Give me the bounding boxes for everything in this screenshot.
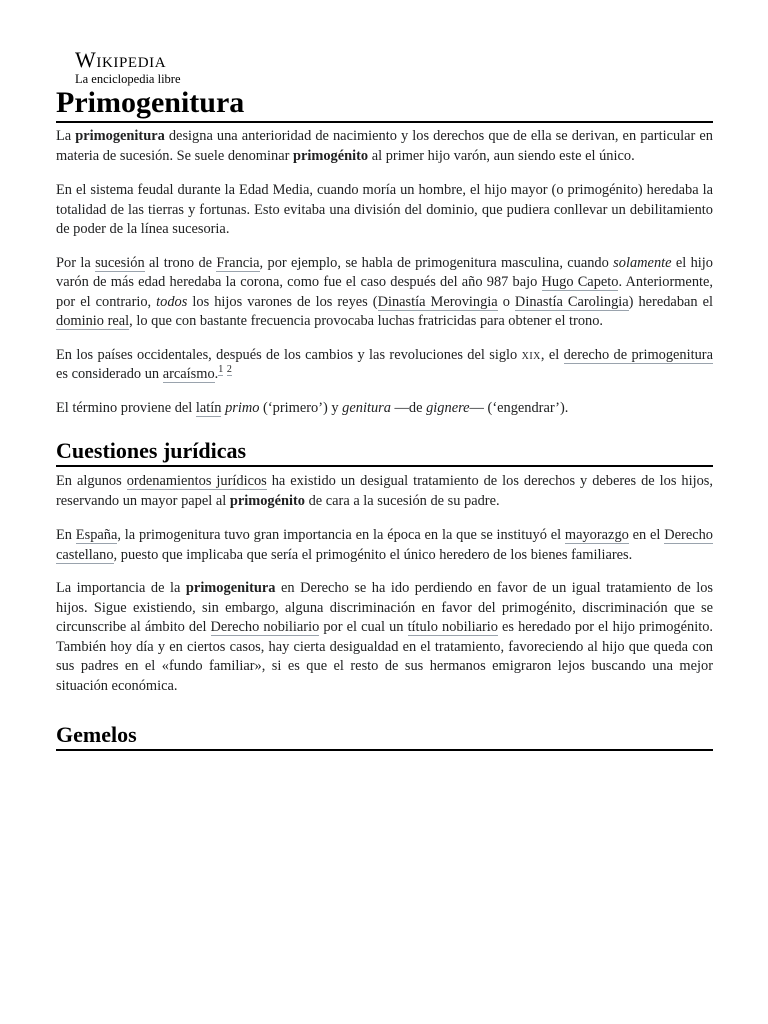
reference-1[interactable]: 1 (218, 364, 224, 376)
logo-wordmark: Wikipedia (75, 47, 167, 72)
link-dominio-real[interactable]: dominio real (56, 313, 130, 329)
link-derecho-de-primogenitura[interactable]: derecho de primogenitura (563, 346, 713, 363)
link-mayorazgo[interactable]: mayorazgo (564, 527, 629, 543)
link-derecho-nobiliario[interactable]: Derecho nobiliario (210, 619, 320, 635)
paragraph-feudal: En el sistema feudal durante la Edad Media, cuando moría un hombre, el hijo mayor (o primogénito) heredaba la totalidad de las tierras y fortunas. Esto evitaba una división del dominio, que pudiera conllevar un debilitamiento de poder de la línea sucesoria. (56, 182, 713, 237)
page-title: Primogenitura (56, 86, 713, 123)
reference-2[interactable]: 2 (226, 364, 232, 376)
link-titulo-nobiliario[interactable]: título nobiliario (407, 619, 498, 635)
paragraph-espana: En España, la primogenitura tuvo gran importancia en la época en la que se instituyó el mayorazgo en el Derecho castellano, puesto que implicaba que sería el primogénito el único heredero de los bienes familiares. (56, 527, 713, 563)
paragraph-ordenamientos: En algunos ordenamientos jurídicos ha existido un desigual tratamiento de los derechos y deberes de los hijos, reservando un mayor papel al primogénito de cara a la sucesión de su padre. (56, 473, 714, 509)
section-heading-gemelos: Gemelos (56, 722, 713, 751)
wikipedia-logo[interactable] (75, 48, 713, 86)
paragraph-intro: La primogenitura designa una anterioridad de nacimiento y los derechos que de ella se derivan, en particular en materia de sucesión. Se suele denominar primogénito al primer hijo varón, aun siendo este el único. (56, 128, 713, 164)
paragraph-occidental: En los países occidentales, después de los cambios y las revoluciones del siglo xix, el derecho de primogenitura es considerado un arcaísmo.$^1$ $^2$ (56, 346, 713, 382)
link-arcaismo[interactable]: arcaísmo (162, 366, 215, 382)
link-ordenamientos-juridicos[interactable]: ordenamientos jurídicos (126, 473, 267, 489)
paragraph-succession: Por la sucesión al trono de Francia, por ejemplo, se habla de primogenitura masculina, cuando solamente el hijo varón de más edad heredaba la corona, como fue el caso después del año 987 bajo Hugo Capeto. Anteriormente, por el contrario, todos los hijos varones de los reyes (Dinastía Merovingia o Dinastía Carolingia) heredaban el dominio real, lo que con bastante frecuencia provocaba luchas fratricidas para obtener el trono. (56, 254, 713, 329)
section-heading-cuestiones: Cuestiones jurídicas (56, 438, 713, 467)
link-dinastia-merovingia[interactable]: Dinastía Merovingia (377, 293, 498, 310)
link-francia[interactable]: Francia (216, 254, 260, 271)
paragraph-importancia: La importancia de la primogenitura en Derecho se ha ido perdiendo en favor de un igual tratamiento de los hijos. Sigue existiendo, sin embargo, alguna discriminación en favor del primogénito, discriminación que se circunscribe al ámbito del Derecho nobiliario por el cual un título nobiliario es heredado por el hijo primogénito. También hoy día y en ciertos casos, hay cierta desigualdad en el tratamiento, favoreciendo al hijo que queda con sus padres en el «fundo familiar», si es que el resto de sus hermanos emigraron lejos buscando una mejor situación económica. (56, 580, 714, 694)
link-hugo-capeto[interactable]: Hugo Capeto (541, 274, 619, 290)
link-derecho-castellano[interactable]: Derecho castellano (56, 527, 713, 563)
link-latin[interactable]: latín (195, 399, 222, 416)
logo-tagline: La enciclopedia libre (75, 72, 181, 86)
paragraph-etymology: El término proviene del latín primo (‘primero’) y genitura —de gignere— (‘engendrar’). (56, 399, 569, 416)
link-sucesion[interactable]: sucesión (95, 254, 145, 271)
link-dinastia-carolingia[interactable]: Dinastía Carolingia (514, 293, 629, 310)
link-espana[interactable]: España (75, 527, 118, 543)
article-page (56, 48, 713, 751)
